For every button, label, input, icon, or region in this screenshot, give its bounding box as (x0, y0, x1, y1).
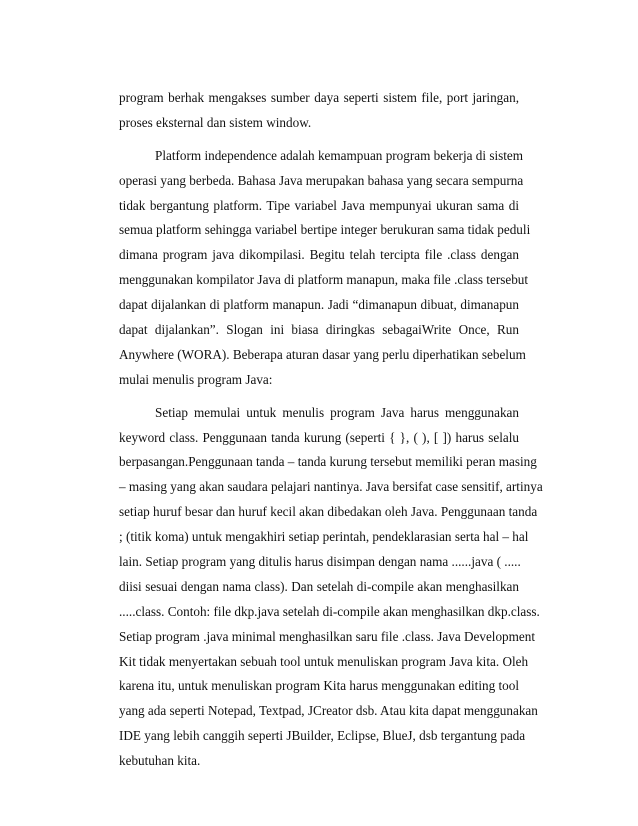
text-line: proses eksternal dan sistem window. (119, 114, 312, 130)
text-line: yang ada seperti Notepad, Textpad, JCreator dsb. Atau kita dapat menggunakan (119, 703, 538, 719)
paragraph-1 (119, 86, 519, 136)
text-line: setiap huruf besar dan huruf kecil akan dibedakan oleh Java. Penggunaan tanda (119, 504, 538, 520)
text-line: mulai menulis program Java: (119, 371, 273, 387)
text-line: kebutuhan kita. (119, 753, 201, 769)
text-line: karena itu, untuk menuliskan program Kita harus menggunakan editing tool (119, 678, 519, 694)
text-line: – masing yang akan saudara pelajari nantinya. Java bersifat case sensitif, artinya (119, 479, 543, 495)
text-line: menggunakan kompilator Java di platform manapun, maka file .class tersebut (119, 272, 529, 288)
paragraph-3 (119, 401, 543, 774)
text-line: diisi sesuai dengan nama class). Dan setelah di-compile akan menghasilkan (119, 578, 519, 594)
text-line: Kit tidak menyertakan sebuah tool untuk menuliskan program Java kita. Oleh (119, 653, 529, 669)
text-line: semua platform sehingga variabel bertipe integer berukuran sama tidak peduli (119, 222, 531, 238)
document-body (119, 86, 543, 774)
text-line: dapat dijalankan di platform manapun. Jadi “dimanapun dibuat, dimanapun (119, 297, 519, 313)
text-line: Anywhere (WORA). Beberapa aturan dasar yang perlu diperhatikan sebelum (119, 346, 526, 362)
text-line: berpasangan.Penggunaan tanda – tanda kurung tersebut memiliki peran masing (119, 454, 537, 470)
text-line: .....class. Contoh: file dkp.java setelah di-compile akan menghasilkan dkp.class. (119, 603, 540, 619)
text-line: keyword class. Penggunaan tanda kurung (seperti { }, ( ), [ ]) harus selalu (119, 429, 519, 445)
text-line: lain. Setiap program yang ditulis harus disimpan dengan nama ......java ( ..... (119, 554, 521, 570)
text-line: Setiap memulai untuk menulis program Java harus menggunakan (155, 404, 519, 420)
text-line: operasi yang berbeda. Bahasa Java merupakan bahasa yang secara sempurna (119, 172, 524, 188)
text-line: tidak bergantung platform. Tipe variabel Java mempunyai ukuran sama di (119, 197, 519, 213)
text-line: program berhak mengakses sumber daya seperti sistem file, port jaringan, (119, 90, 519, 105)
text-line: Platform independence adalah kemampuan program bekerja di sistem (155, 147, 524, 163)
text-line: IDE yang lebih canggih seperti JBuilder, Eclipse, BlueJ, dsb tergantung pada (119, 728, 526, 744)
text-line: dimana program java dikompilasi. Begitu telah tercipta file .class dengan (119, 247, 519, 263)
paragraph-2 (119, 144, 531, 393)
text-line: dapat dijalankan”. Slogan ini biasa diringkas sebagaiWrite Once, Run (119, 322, 519, 338)
text-line: Setiap program .java minimal menghasilkan saru file .class. Java Development (119, 628, 536, 644)
text-line: ; (titik koma) untuk mengakhiri setiap perintah, pendeklarasian serta hal – hal (119, 529, 529, 545)
